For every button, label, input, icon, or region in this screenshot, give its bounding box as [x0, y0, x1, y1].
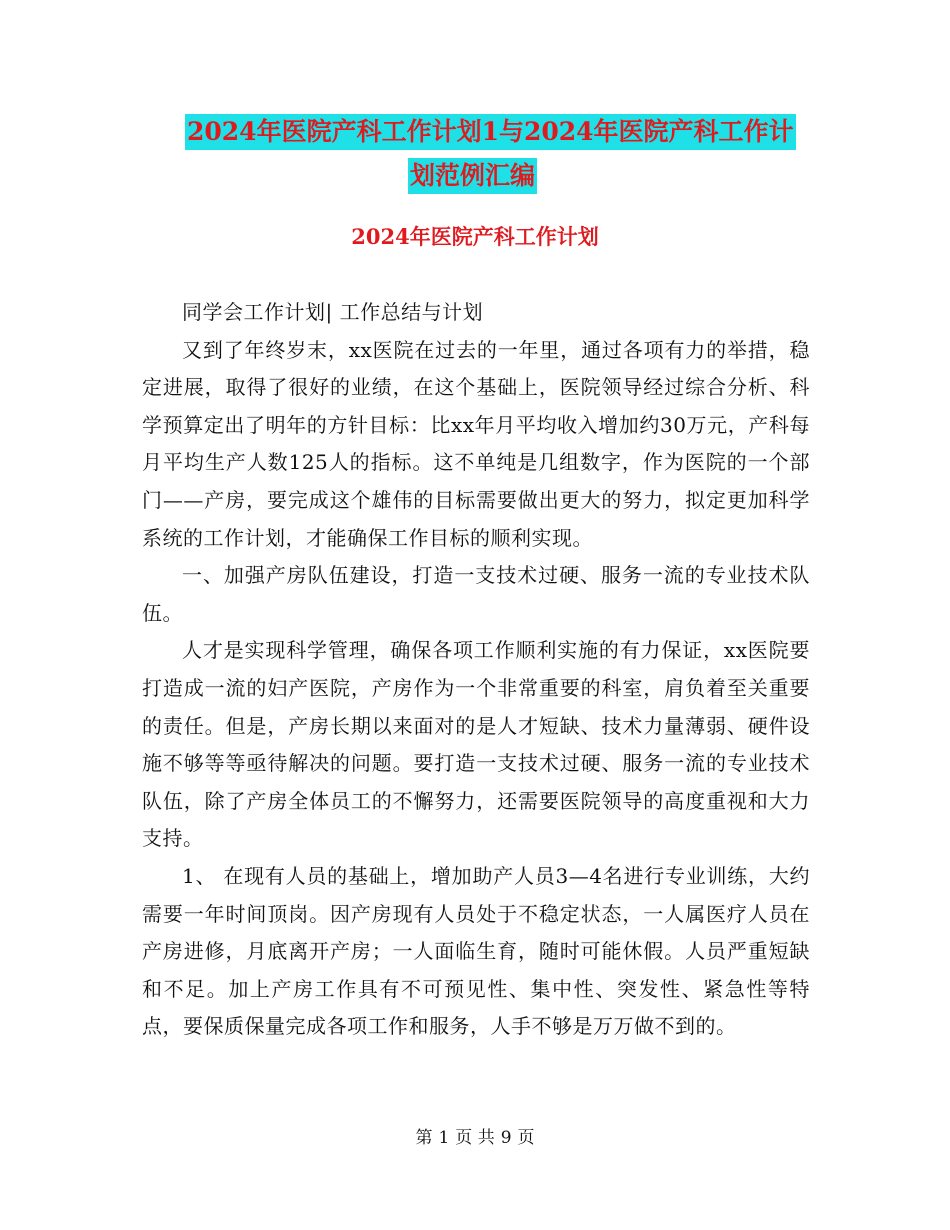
title-line-2: 划范例汇编 [408, 158, 537, 194]
footer-page-number: 1 [438, 1128, 450, 1148]
footer-suffix: 页 [517, 1128, 535, 1148]
body-paragraph-4: 人才是实现科学管理，确保各项工作顺利实施的有力保证，xx医院要打造成一流的妇产医院，产房作为一个非常重要的科室，肩负着至关重要的责任。但是，产房长期以来面对的是人才短缺、技术力量薄弱、硬件设施不够等等亟待解决的问题。要打造一支技术过硬、服务一流的专业技术队伍，除了产房全体员工的不懈努力，还需要医院领导的高度重视和大力支持。 [142, 638, 810, 851]
title-line-1: 2024年医院产科工作计划1与2024年医院产科工作计 [185, 114, 796, 150]
footer-prefix: 第 [415, 1128, 433, 1148]
footer-page-total: 9 [500, 1128, 512, 1148]
footer-mid: 页 共 [455, 1128, 495, 1148]
document-body [142, 294, 810, 1046]
body-paragraph-1: 同学会工作计划| 工作总结与计划 [182, 300, 484, 324]
body-paragraph-2: 又到了年终岁末，xx医院在过去的一年里，通过各项有力的举措，稳定进展，取得了很好的业绩，在这个基础上，医院领导经过综合分析、科学预算定出了明年的方针目标：比xx年月平均收入增加约30万元，产科每月平均生产人数125人的指标。这不单纯是几组数字，作为医院的一个部门——产房，要完成这个雄伟的目标需要做出更大的努力，拟定更加科学系统的工作计划，才能确保工作目标的顺利实现。 [142, 337, 810, 550]
body-paragraph-3: 一、加强产房队伍建设，打造一支技术过硬、服务一流的专业技术队伍。 [142, 563, 810, 625]
page-footer [0, 1126, 950, 1150]
section-subtitle: 2024年医院产科工作计划 [351, 224, 599, 249]
body-paragraph-5: 1、 在现有人员的基础上，增加助产人员3—4名进行专业训练，大约需要一年时间顶岗。因产房现有人员处于不稳定状态，一人属医疗人员在产房进修，月底离开产房；一人面临生育，随时可能休假。人员严重短缺和不足。加上产房工作具有不可预见性、集中性、突发性、紧急性等特点，要保质保量完成各项工作和服务，人手不够是万万做不到的。 [142, 863, 810, 1039]
